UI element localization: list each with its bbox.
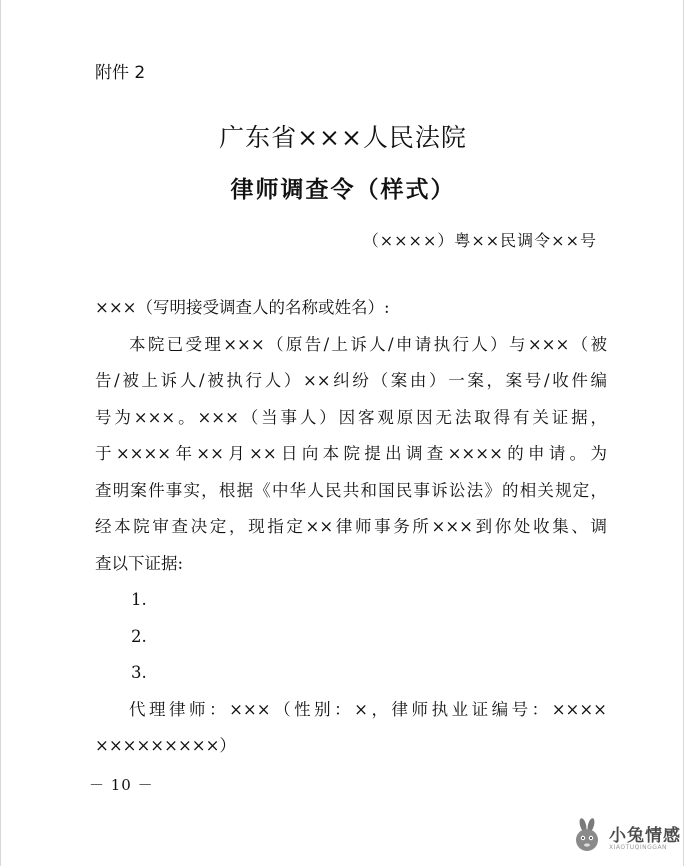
document-title: 律师调查令（样式） (230, 177, 456, 203)
paragraph-line: 号为×××。×××（当事人）因客观原因无法取得有关证据， (95, 407, 607, 427)
rabbit-logo-icon (569, 818, 605, 854)
attachment-label: 附件 2 (95, 63, 146, 83)
court-name: 广东省×××人民法院 (219, 123, 467, 152)
document-number: （××××）粤××民调令××号 (362, 231, 597, 250)
page-number: － 10 － (89, 776, 154, 794)
addressee-line: ×××（写明接受调查人的名称或姓名）: (95, 298, 390, 317)
watermark (569, 818, 681, 854)
paragraph-line: 本院已受理×××（原告/上诉人/申请执行人）与×××（被 (129, 334, 607, 354)
lawyer-line: 代理律师：×××（性别：×，律师执业证编号：×××× (129, 699, 607, 719)
evidence-item: 1. (131, 590, 147, 609)
evidence-item: 3. (131, 663, 147, 682)
watermark-subtitle: XIAOTUQINGGAN (609, 844, 668, 851)
watermark-name: 小兔情感 (609, 826, 681, 846)
evidence-item: 2. (131, 626, 147, 646)
paragraph-line: 查明案件事实，根据《中华人民共和国民事诉讼法》的相关规定， (95, 480, 607, 500)
lawyer-line: ×××××××××） (95, 736, 236, 755)
paragraph-line: 经本院审查决定，现指定××律师事务所×××到你处收集、调 (95, 517, 607, 536)
paragraph-line: 告/被上诉人/被执行人）××纠纷（案由）一案，案号/收件编 (95, 371, 607, 390)
paragraph-line: 于××××年××月××日向本院提出调查××××的申请。为 (95, 444, 607, 463)
paragraph-line: 查以下证据: (95, 553, 184, 573)
document-body (95, 290, 607, 765)
watermark-text (609, 821, 681, 851)
